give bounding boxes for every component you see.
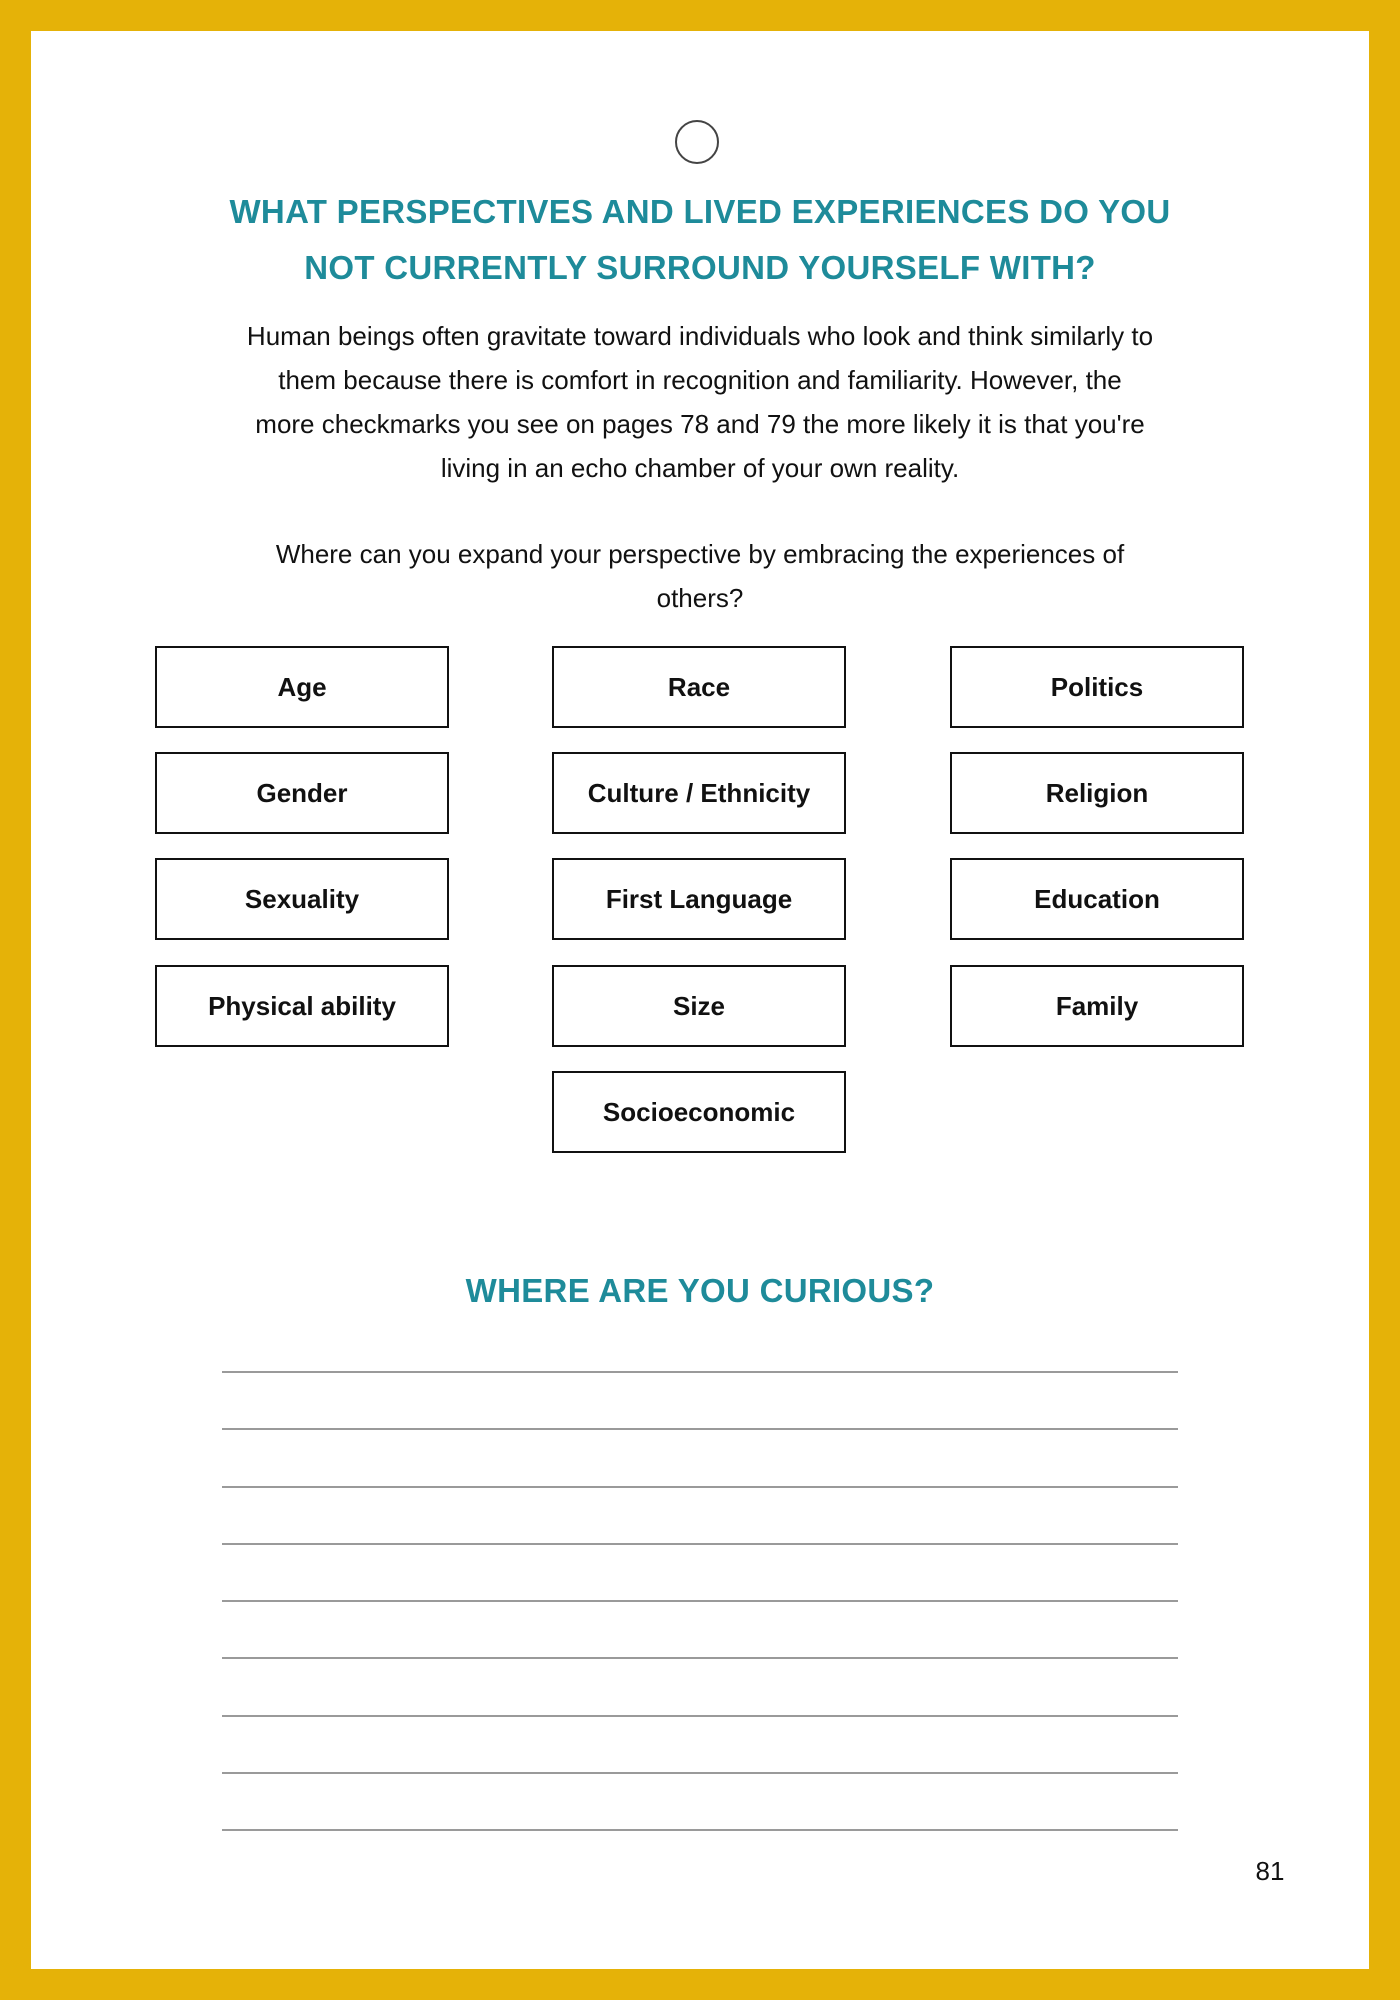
page-title-line-2: NOT CURRENTLY SURROUND YOURSELF WITH? [304,249,1096,286]
writing-line[interactable] [222,1829,1178,1831]
page-number: 81 [1255,1856,1285,1886]
intro-line-2: them because there is comfort in recognition and familiarity. However, the [278,365,1122,395]
category-size[interactable]: Size [552,965,846,1047]
writing-line[interactable] [222,1657,1178,1659]
writing-line[interactable] [222,1428,1178,1430]
category-religion[interactable]: Religion [950,752,1244,834]
writing-line[interactable] [222,1600,1178,1602]
prompt-line-1: Where can you expand your perspective by embracing the experiences of [275,539,1125,569]
writing-line[interactable] [222,1371,1178,1373]
category-race[interactable]: Race [552,646,846,728]
writing-line[interactable] [222,1772,1178,1774]
page-title-line-1: WHAT PERSPECTIVES AND LIVED EXPERIENCES DO YOU [229,193,1171,230]
category-sexuality[interactable]: Sexuality [155,858,449,940]
category-culture-ethnicity[interactable]: Culture / Ethnicity [552,752,846,834]
prompt-line-2: others? [656,583,744,613]
writing-line[interactable] [222,1543,1178,1545]
intro-line-1: Human beings often gravitate toward individuals who look and think similarly to [246,321,1154,351]
category-politics[interactable]: Politics [950,646,1244,728]
category-age[interactable]: Age [155,646,449,728]
category-education[interactable]: Education [950,858,1244,940]
category-physical-ability[interactable]: Physical ability [155,965,449,1047]
writing-line[interactable] [222,1715,1178,1717]
category-gender[interactable]: Gender [155,752,449,834]
writing-line[interactable] [222,1486,1178,1488]
category-socioeconomic[interactable]: Socioeconomic [552,1071,846,1153]
category-family[interactable]: Family [950,965,1244,1047]
writing-lines [222,0,1178,2000]
category-first-language[interactable]: First Language [552,858,846,940]
intro-line-3: more checkmarks you see on pages 78 and 79 the more likely it is that you're [255,409,1145,439]
curious-heading: WHERE ARE YOU CURIOUS? [465,1272,935,1309]
intro-line-4: living in an echo chamber of your own reality. [440,453,960,483]
